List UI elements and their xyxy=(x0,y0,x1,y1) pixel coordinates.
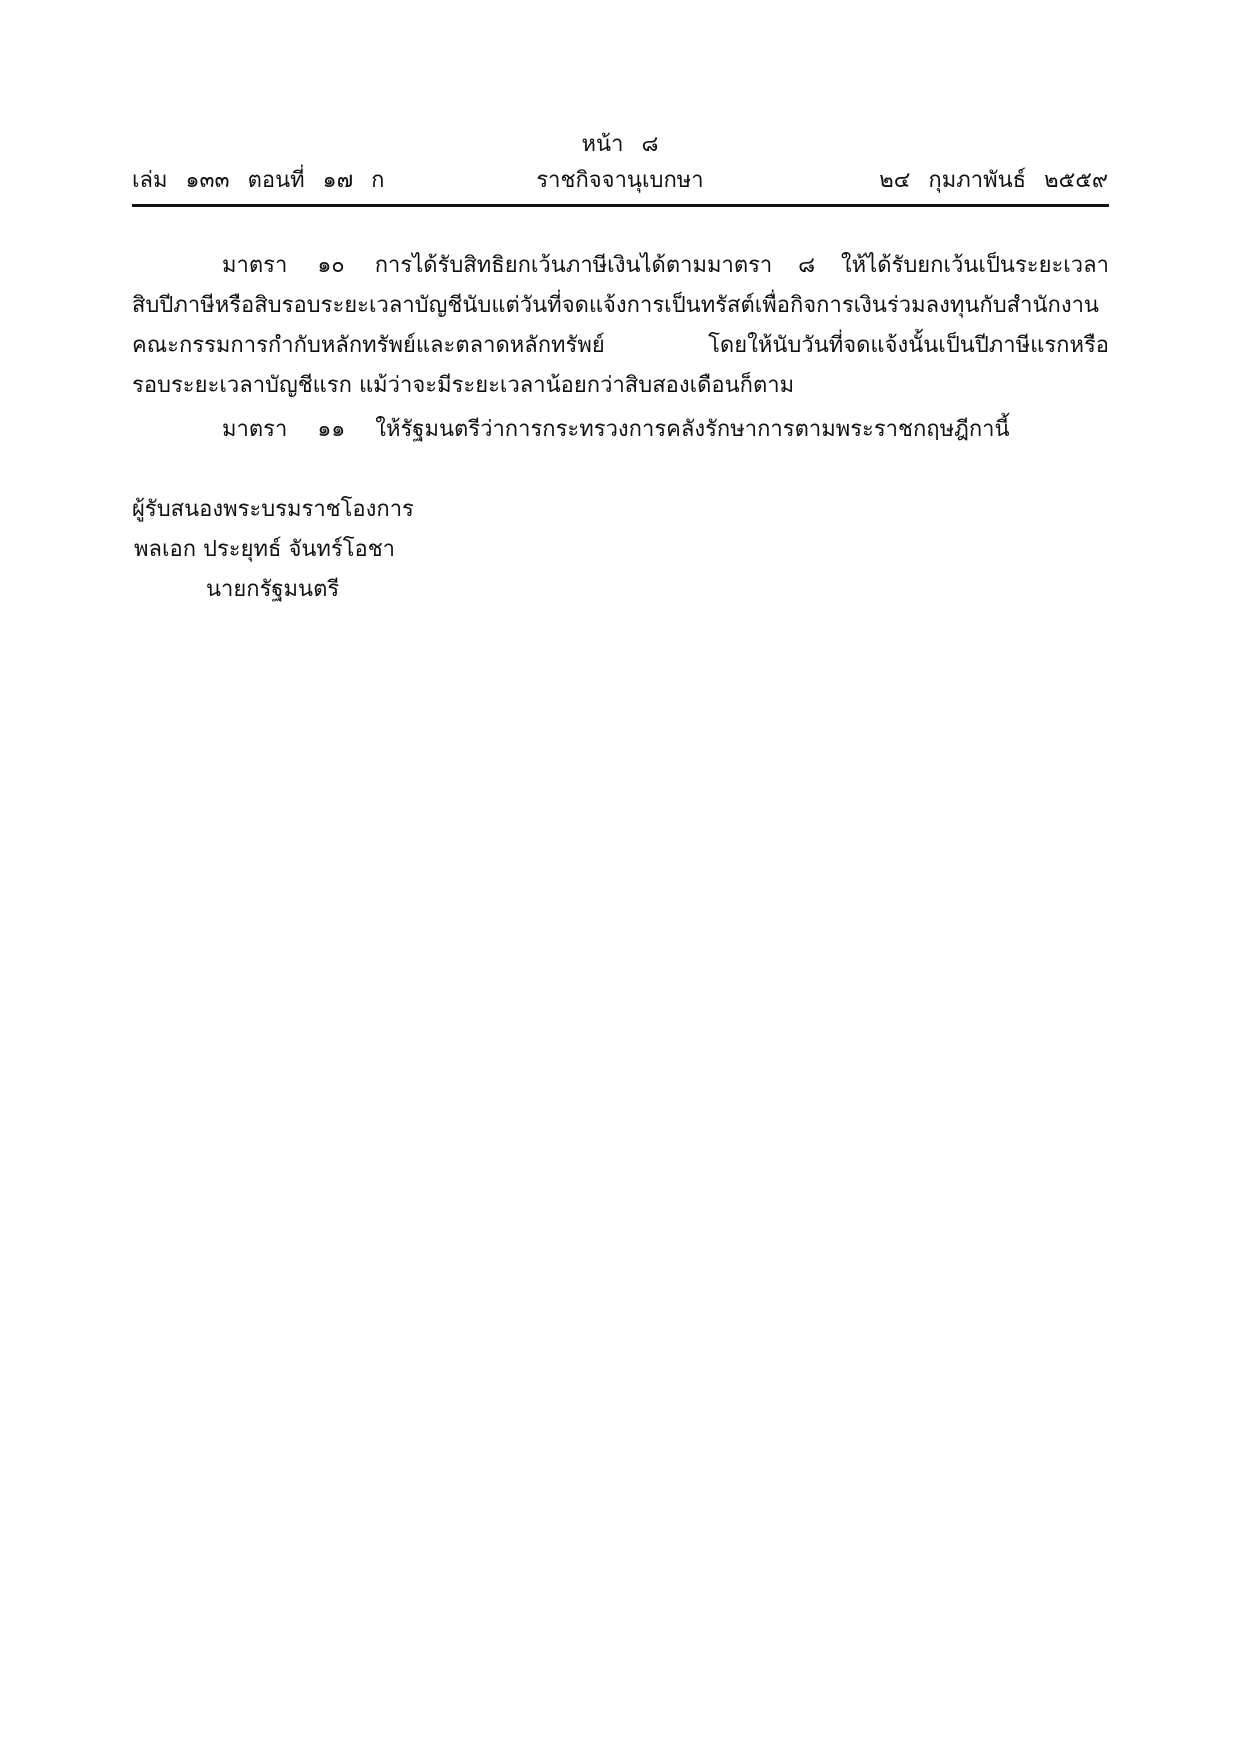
date-day: ๒๔ xyxy=(879,168,911,193)
volume-label: เล่ม xyxy=(132,168,168,193)
section-11 xyxy=(132,410,1109,450)
countersignature-block xyxy=(132,490,414,610)
countersign-label: ผู้รับสนองพระบรมราชโองการ xyxy=(132,497,414,522)
signatory-name: พลเอก ประยุทธ์ จันทร์โอชา xyxy=(134,537,396,562)
issue-label: ตอนที่ xyxy=(247,168,305,193)
section-label: มาตรา xyxy=(222,417,288,442)
signatory-title: นายกรัฐมนตรี xyxy=(206,577,340,602)
section-number: ๑๑ xyxy=(317,417,346,442)
section-10-line-3: คณะกรรมการกำกับหลักทรัพย์และตลาดหลักทรัพย์ โดยให้นับวันที่จดแจ้งนั้นเป็นปีภาษีแรกหรือ xyxy=(132,333,1109,358)
section-10 xyxy=(132,246,1109,406)
date-year: ๒๕๕๙ xyxy=(1044,168,1108,193)
volume-number: ๑๓๓ xyxy=(185,168,230,193)
section-number: ๑๐ xyxy=(317,253,345,278)
date-month: กุมภาพันธ์ xyxy=(928,168,1027,193)
header-divider xyxy=(132,204,1109,207)
issue-section: ก xyxy=(371,168,385,193)
section-label: มาตรา xyxy=(222,253,288,278)
section-10-line-1 xyxy=(132,246,1109,286)
page-label: หน้า xyxy=(581,132,624,157)
section-11-line-1 xyxy=(132,410,1109,450)
section-10-line-2: สิบปีภาษีหรือสิบรอบระยะเวลาบัญชีนับแต่วันที่จดแจ้งการเป็นทรัสต์เพื่อกิจการเงินร่วมลงทุนกับสำนักงาน xyxy=(132,293,1099,318)
gazette-header xyxy=(132,166,1108,196)
page-number-value: ๘ xyxy=(641,132,659,157)
section-text: การได้รับสิทธิยกเว้นภาษีเงินได้ตามมาตรา ๘ ให้ได้รับยกเว้นเป็นระยะเวลา xyxy=(374,253,1109,278)
publication-date xyxy=(861,166,1108,196)
section-text: ให้รัฐมนตรีว่าการกระทรวงการคลังรักษาการตามพระราชกฤษฎีกานี้ xyxy=(375,417,1010,442)
page-number xyxy=(0,130,1240,160)
issue-number: ๑๗ xyxy=(322,168,354,193)
section-10-line-4: รอบระยะเวลาบัญชีแรก แม้ว่าจะมีระยะเวลาน้อยกว่าสิบสองเดือนก็ตาม xyxy=(132,373,795,398)
publication-title: ราชกิจจานุเบกษา xyxy=(536,168,704,193)
